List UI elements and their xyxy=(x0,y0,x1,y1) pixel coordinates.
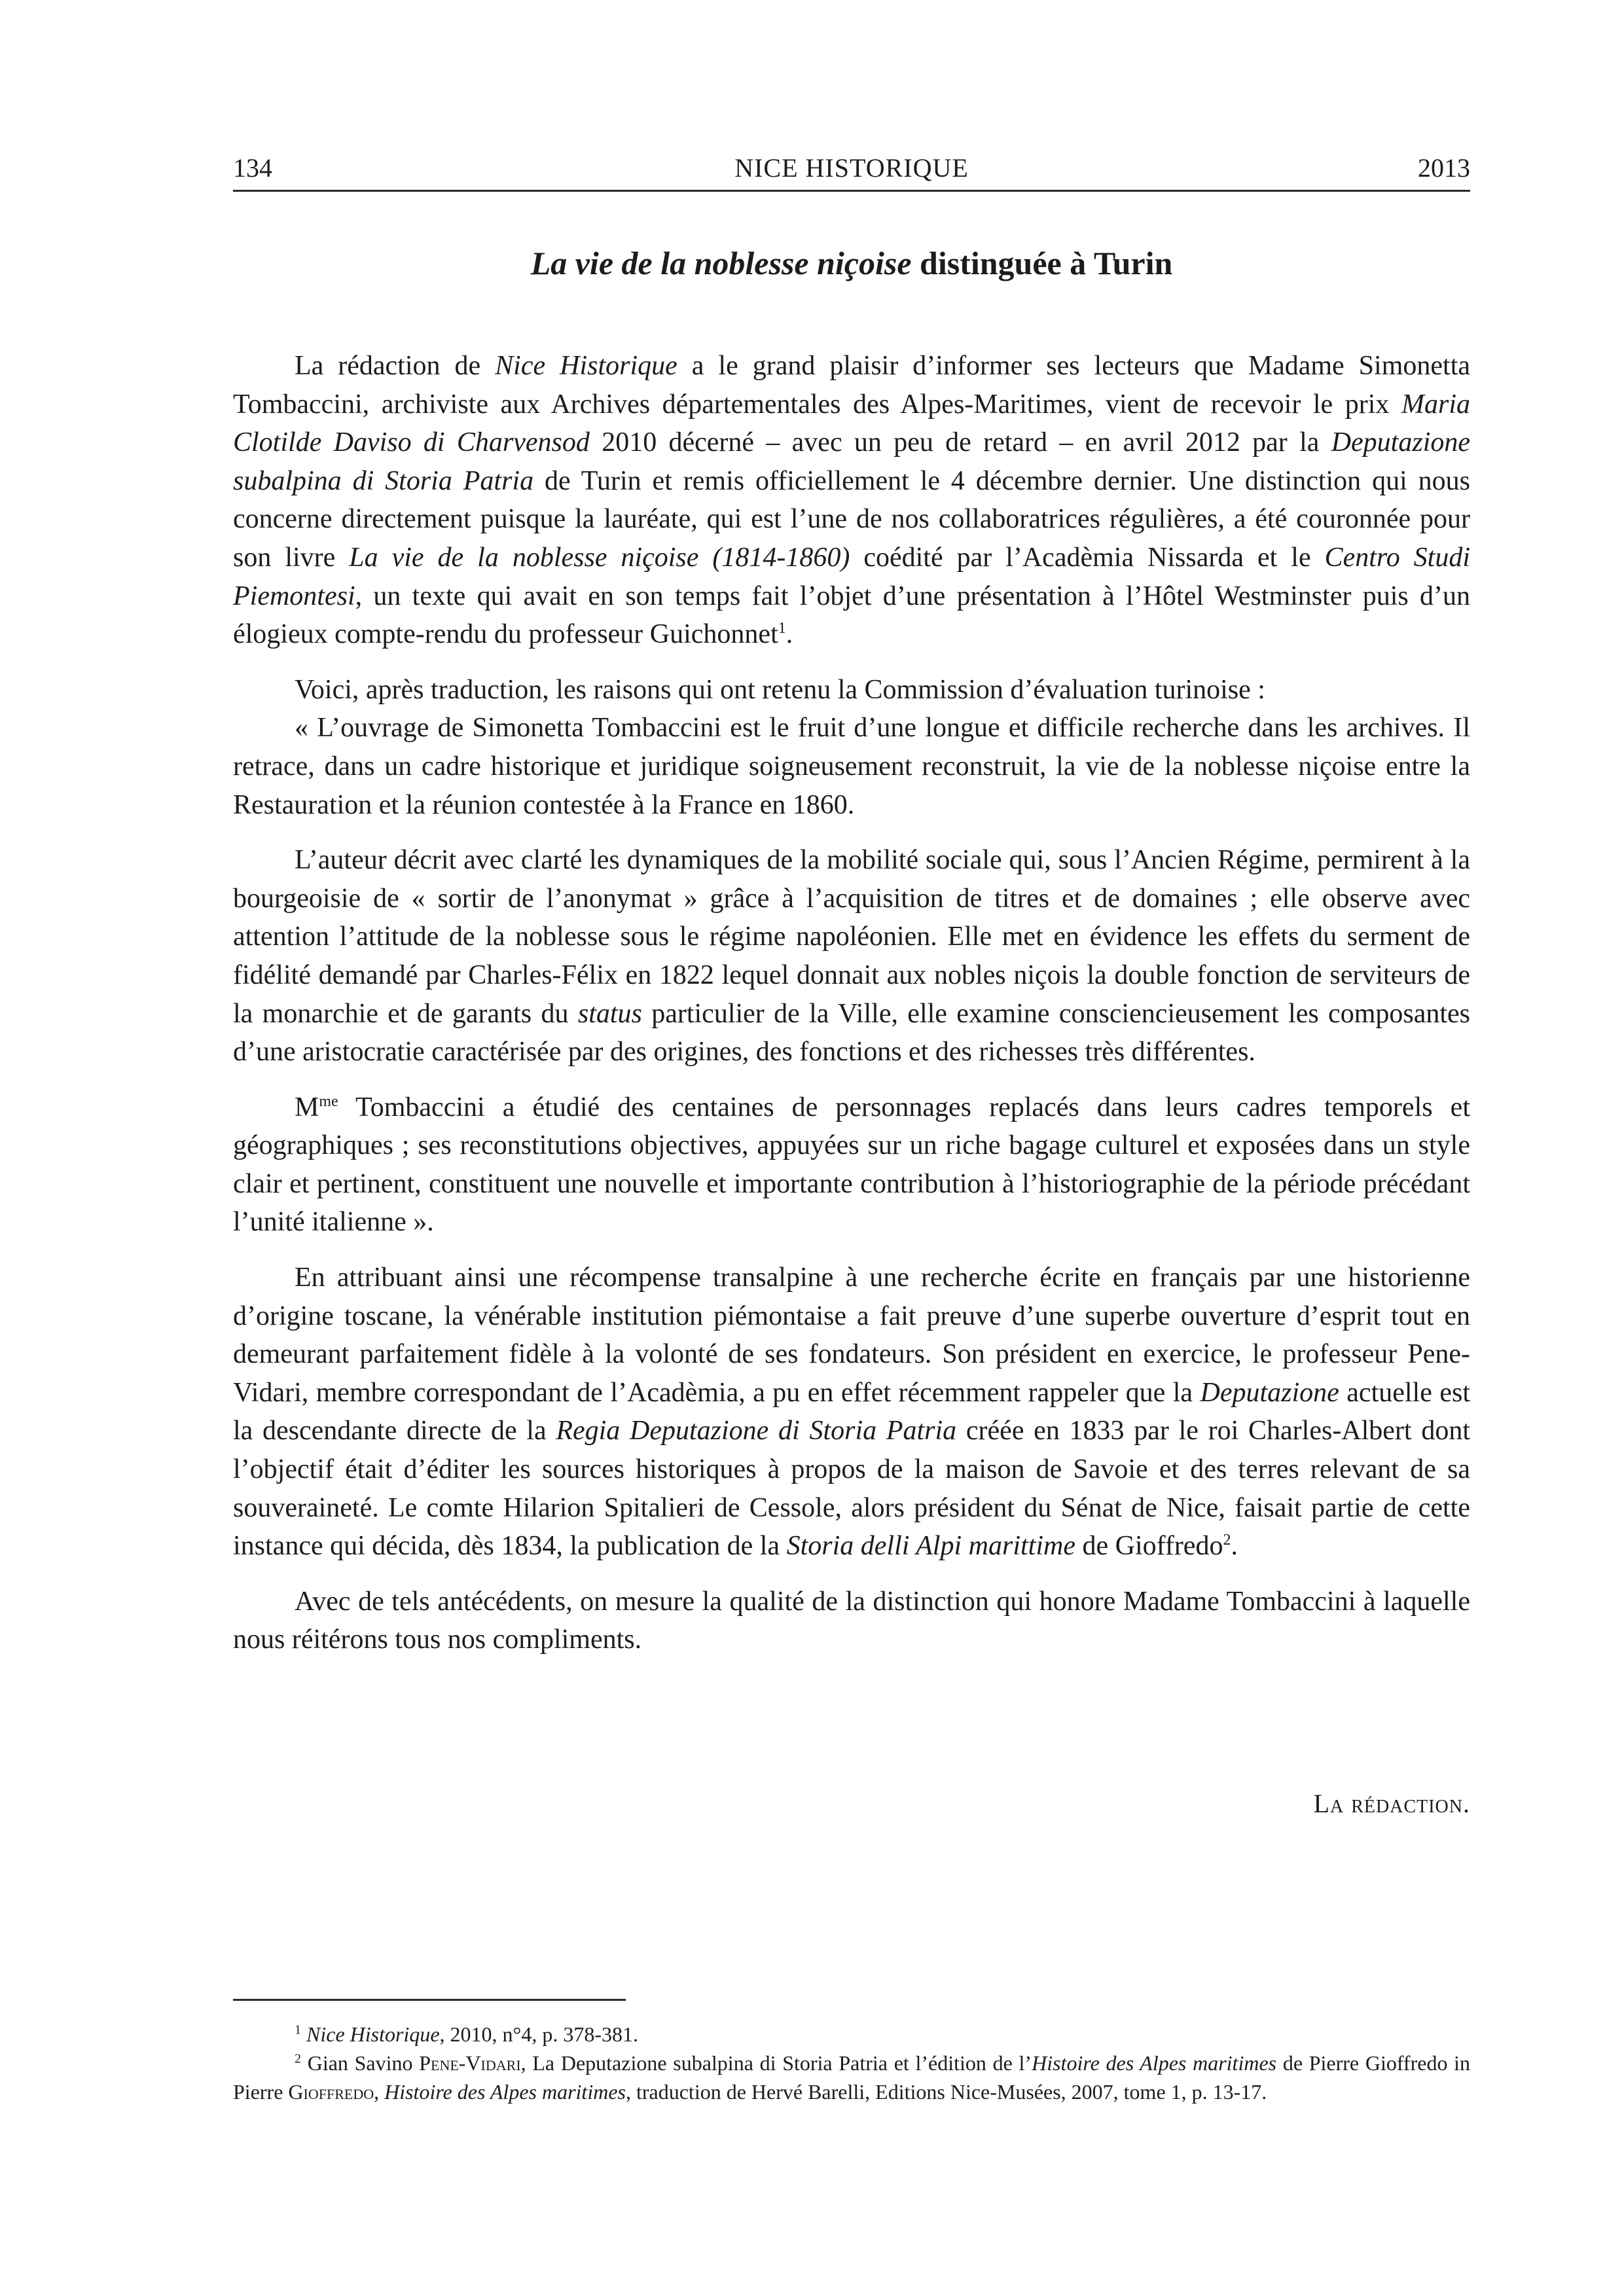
paragraph-2: Voici, après traduction, les raisons qui ont retenu la Commission d’évaluation turinoise : xyxy=(295,674,1265,705)
italic-run: status xyxy=(577,998,642,1029)
footnote-number: 1 xyxy=(295,2022,301,2037)
smallcaps-run: Pene-Vidari xyxy=(419,2051,521,2075)
italic-run: Histoire des Alpes maritimes xyxy=(1032,2051,1277,2075)
title-rest: distinguée à Turin xyxy=(911,245,1173,281)
italic-run: Deputazione xyxy=(1200,1377,1339,1408)
title-italic-part: La vie de la noblesse niçoise xyxy=(530,245,912,281)
italic-run: Maria Clotilde Daviso di Charvensod xyxy=(233,389,1470,458)
text-run: M xyxy=(295,1092,319,1122)
text-run: , 2010, n°4, p. 378-381. xyxy=(439,2022,638,2046)
paragraph-5 xyxy=(233,1088,1470,1242)
text-run: L’auteur décrit avec clarté les dynamiques de la mobilité sociale qui, sous l’Ancien Régime, permirent à la bourgeoisie de « sortir de l’anonymat » grâce à l’acquisition de titres et de domaines ; elle observe avec attention l’attitude de la noblesse sous le régime napoléonien. Elle met en évidence les effets du serment de fidélité demandé par Charles-Félix en 1822 lequel donnait aux nobles niçois la double fonction de serviteurs de la monarchie et de garants du xyxy=(233,845,1470,1029)
italic-run: Nice Historique xyxy=(306,2022,440,2046)
text-run: coédité par l’Acadèmia Nissarda et le xyxy=(850,542,1325,573)
text-run: de Gioffredo xyxy=(1075,1531,1223,1562)
footnote-ref-1[interactable]: 1 xyxy=(778,620,786,637)
paragraph-1 xyxy=(233,347,1470,654)
paragraph-3-quote: « L’ouvrage de Simonetta Tombaccini est le fruit d’une longue et difficile recherche dans les archives. Il retrace, dans un cadre historique et juridique soigneusement reconstruit, la vie de la noblesse niçoise entre la Restauration et la réunion contestée à la France en 1860. xyxy=(233,713,1470,820)
footnote-number: 2 xyxy=(295,2051,301,2066)
superscript-abbrev: me xyxy=(319,1092,338,1110)
text-run: La rédaction de xyxy=(295,351,496,381)
paragraph-6 xyxy=(233,1259,1470,1566)
text-run: . xyxy=(1231,1531,1238,1562)
italic-run: Deputazione subalpina di Storia Patria xyxy=(233,427,1470,496)
text-run: , La Deputazione subalpina di Storia Patria et l’édition de l’ xyxy=(520,2051,1032,2075)
text-run: En attribuant ainsi une récompense transalpine à une recherche écrite en français par une historienne d’origine toscane, la vénérable institution piémontaise a fait preuve d’une superbe ouverture d’esprit tout en demeurant parfaitement fidèle à la volonté de ses fondateurs. Son président en exercice, le professeur Pene-Vidari, membre correspondant de l’Acadèmia, a pu en effet récemment rappeler que la xyxy=(233,1263,1470,1408)
text-run: particulier de la Ville, elle examine consciencieusement les composantes d’une aristocratie caractérisée par des origines, des fonctions et des richesses très différentes. xyxy=(233,998,1471,1067)
footnote-2 xyxy=(233,2049,1470,2106)
text-run: a le grand plaisir d’informer ses lecteurs que Madame Simonetta Tombaccini, archiviste aux Archives départementales des Alpes-Maritimes, vient de recevoir le prix xyxy=(233,351,1471,420)
text-run: , traduction de Hervé Barelli, Editions Nice-Musées, 2007, tome 1, p. 13-17. xyxy=(625,2080,1267,2104)
text-run: . xyxy=(785,619,793,650)
text-run: de Pierre Gioffredo in Pierre xyxy=(233,2051,1471,2104)
text-run: , xyxy=(374,2080,385,2104)
article-title xyxy=(233,243,1470,283)
running-header xyxy=(233,152,1470,192)
footnotes xyxy=(233,2020,1470,2106)
signature: La rédaction. xyxy=(1313,1789,1470,1818)
italic-run: Regia Deputazione di Storia Patria xyxy=(556,1416,957,1446)
text-run: 2010 décerné – avec un peu de retard – en avril 2012 par la xyxy=(589,427,1331,458)
italic-run: La vie de la noblesse niçoise (1814-1860) xyxy=(349,542,850,573)
text-run: créée en 1833 par le roi Charles-Albert dont l’objectif était d’éditer les sources historiques à propos de la maison de Savoie et des terres relevant de sa souveraineté. Le comte Hilarion Spitalieri de Cessole, alors président du Sénat de Nice, faisait partie de cette instance qui décida, dès 1834, la publication de la xyxy=(233,1416,1470,1562)
publication-year: 2013 xyxy=(1418,153,1470,183)
text-run: actuelle est la descendante directe de la xyxy=(233,1377,1470,1446)
text-run: , un texte qui avait en son temps fait l’objet d’une présentation à l’Hôtel Westminster puis d’un élogieux compte-rendu du professeur Guichonnet xyxy=(233,581,1470,650)
italic-run: Storia delli Alpi marittime xyxy=(786,1531,1075,1562)
text-run: Gian Savino xyxy=(307,2051,420,2075)
text-run: Tombaccini a étudié des centaines de personnages replacés dans leurs cadres temporels et géographiques ; ses reconstitutions objectives, appuyées sur un riche bagage culturel et exposées dans un style clair et pertinent, constituent une nouvelle et importante contribution à l’historiographie de la période précédant l’unité italienne ». xyxy=(233,1092,1470,1238)
paragraph-7: Avec de tels antécédents, on mesure la qualité de la distinction qui honore Madame Tombaccini à laquelle nous réitérons tous nos compliments. xyxy=(233,1586,1470,1655)
text-run: de Turin et remis officiellement le 4 décembre dernier. Une distinction qui nous concerne directement puisque la lauréate, qui est l’une de nos collaboratrices régulières, a été couronnée pour son livre xyxy=(233,465,1471,573)
page-number: 134 xyxy=(233,153,272,183)
journal-name: NICE HISTORIQUE xyxy=(734,153,969,183)
footnote-1 xyxy=(233,2020,1470,2049)
footnote-ref-2[interactable]: 2 xyxy=(1223,1532,1231,1549)
paragraph-4 xyxy=(233,841,1470,1071)
smallcaps-run: Gioffredo xyxy=(288,2080,374,2104)
italic-run: Nice Historique xyxy=(495,351,677,381)
italic-run: Centro Studi Piemontesi xyxy=(233,542,1471,611)
article-body xyxy=(233,347,1470,1659)
footnote-divider xyxy=(233,1999,626,2001)
italic-run: Histoire des Alpes maritimes xyxy=(384,2080,626,2104)
